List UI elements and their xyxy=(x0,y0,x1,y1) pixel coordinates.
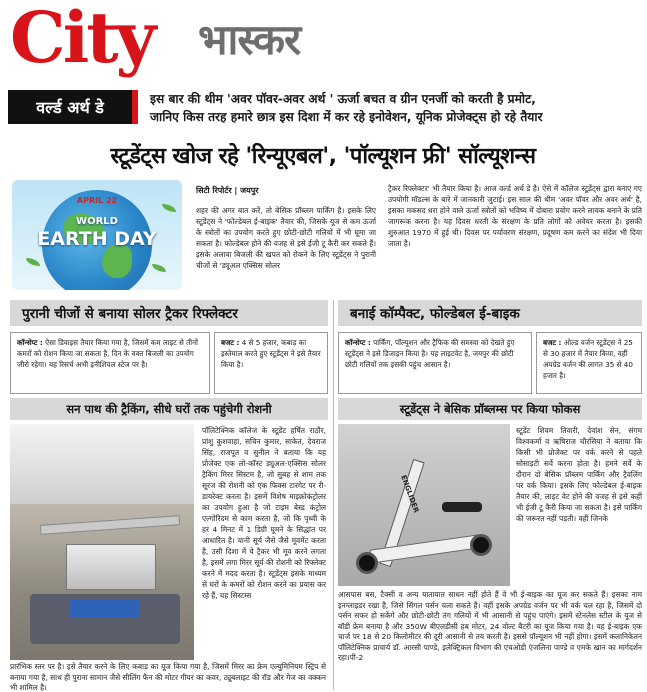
solar-concept-text: ऐसा डिवाइस तैयार किया गया है, जिसमें कम लाइट से तीनों कमरों को रोशन किया जा सकता है, दिन के वक्त बिजली का उपयोग जीरो रहेगा। यह रिसर्च अभी इनीशियल स्टेज पर है। xyxy=(17,338,198,369)
ebike-budget-text: ओल्ड वर्जन स्टूडेंट्स ने 25 से 30 हजार में तैयार किया, वहीं अपग्रेड वर्जन की लागत 35 से 40 हजार है। xyxy=(543,338,633,380)
intro-line-2: जानिए किस तरह हमारे छात्र इस दिशा में कर रहे इनोवेशन, यूनिक प्रोजेक्ट्स हो रहे तैयार xyxy=(150,110,543,124)
leaf-icon xyxy=(26,258,40,266)
ebike-concept-box xyxy=(338,332,532,394)
main-headline: स्टूडेंट्स खोज रहे 'रिन्यूएबल', 'पॉल्यूशन फ्री' सॉल्यूशन्स xyxy=(110,144,536,169)
ebike-brand-label: ENGLIDER xyxy=(399,474,421,514)
ebike-bottom-text: आसपास बस, टैक्सी व अन्य यातायात साधन नहीं होते हैं वे भी ई-बाइक का यूज कर सकते हैं। इसका नाम इनग्लाइडर रखा है, जिसे सिंगल पर्सन चला सकते हैं। वहीं इसके अपग्रेड वर्जन पर भी वर्क चल रहा है, जिसमें दो पर्सन सफर हो सकेंगे और छोटी-छोटी तंग गलियों में भी आसानी से पहुंच पाएंगे। इसमें स्टेनलेस स्टील के यूज से बॉडी फ्रेम बनाया है और 350W बीएलडीसी हब मोटर, 24 वोल्ट बैटरी का यूज किया गया है। यह ई-बाइक एक चार्ज पर 18 से 20 किलोमीटर की दूरी आसानी से तय करती है। इससे पॉल्यूशन भी नहीं होगा। इसमें कलानिकेतन पॉलिटेक्निक प्राचार्य डॉ. आरसी पाण्डे, इलेक्ट्रिकल विभाग की एचओडी एंजलिना पाण्डे व एमके खान का मार्गदर्शन रहा।पी-2 xyxy=(338,590,642,662)
solar-subhead: सन पाथ की ट्रैकिंग, सीधे घरों तक पहुंचेगी रोशनी xyxy=(10,398,328,420)
solar-section-title: पुरानी चीजों से बनाया सोलर ट्रैकर रिफ्लेक्टर xyxy=(10,300,328,326)
ebike-budget-label: बजट : xyxy=(543,338,562,347)
body-column-2: ट्रैकर रिफ्लेक्टर' भी तैयार किया है। आज वर्ल्ड अर्थ डे है। ऐसे में कॉलेज स्टूडेंट्स द्वारा बनाए गए उपयोगी मॉडल्स के बारे में जानकारी जुटाई। इस साल की थीम 'अवर पॉवर और अवर अर्थ' है, इसका मकसद धरा होने वाले ऊर्जा स्त्रोतों को भविष्य में दोबारा प्रयोग करने लायक बनाने के प्रति जागरूक करना है। यह दिवस धरती के संरक्षण के प्रति लोगों को अवेयर करता है। इसकी शुरुआत 1970 में हुई थी। दिवस पर पर्यावरण संरक्षण, प्रदूषण कम करने का संदेश भी दिया जाता है। xyxy=(388,184,642,248)
earth-day-date: APRIL 22 xyxy=(76,196,118,205)
ebike-photo xyxy=(338,424,510,586)
byline: सिटी रिपोर्टर | जयपुर xyxy=(196,186,259,195)
earth-day-title-1: WORLD xyxy=(76,216,118,227)
column-divider xyxy=(333,300,334,690)
solar-bottom-text: प्रारंभिक स्तर पर है। इसे तैयार करने के लिए कबाड़ का यूज किया गया है, जिसमें मिरर का फ्रेम एल्युमिनियम स्ट्रिप से बनाया गया है, साथ ही पुराना सामान जैसे सीलिंग फैन की मोटर गीयर का कवर, ट्यूबलाइट की रॉड और गेज का वक्कन भी शामिल है। xyxy=(10,662,326,692)
intro-line-1: इस बार की थीम 'अवर पॉवर-अवर अर्थ ' ऊर्जा बचत व ग्रीन एनर्जी को करती है प्रमोट, xyxy=(150,92,536,106)
leaf-icon xyxy=(162,204,176,212)
intro-deck xyxy=(150,90,642,126)
leaf-icon xyxy=(152,264,166,272)
solar-concept-label: कॉन्सेप्ट : xyxy=(17,338,43,347)
ebike-section-title: बनाई कॉम्पैक्ट, फोल्डेबल ई-बाइक xyxy=(338,300,642,326)
solar-body-text: पॉलिटेक्निक कॉलेज के स्टूडेंट हर्षित राठौर, प्रांशु कुशवाहा, सचिन कुमार, साकेत, देवराज सिंह, राजपूत व सुनील ने बताया कि यह प्रोजेक्ट एक लो-कॉस्ट ड्यूअल-एक्सिस सोलर ट्रैकिंग मिरर सिस्टम है, जो सुबह से शाम तक सूरज की रोशनी को एक फिक्स टारगेट पर री-डायरेक्ट करता है। इसमें विशेष माइक्रोकंट्रोलर का उपयोग हुआ है जो टाइम बेस्ड कंट्रोल एल्गोरिदम से काम करता है, जो कि पृथ्वी के हर 4 मिनट में 1 डिग्री घूमने के सिद्धांत पर आधारित है। यानी सूर्य जैसे जैसे मूवमेंट करता है, उसी दिशा में ये ट्रैकर भी मूव करने लगता है, इसमें लगा मिरर सूर्य की रोशनी को रिफ्लेक्ट करने में मदद करता है। स्टूडेंट्स इसके माध्यम से घरों के कमरों को रोशन करने का प्रयास कर रहे हैं, यह सिस्टम्स xyxy=(202,426,326,600)
ebike-budget-box xyxy=(536,332,642,394)
ebike-concept-text: पार्किंग, पॉल्यूशन और ट्रैफिक की समस्या को देखते हुए स्टूडेंट्स ने इसे डिजाइन किया है। यह लाइटवेट है, जयपुर की छोटी छोटी गलियों तक इसकी पहुंच आसान है। xyxy=(345,338,515,369)
earth-day-title-2: EARTH DAY xyxy=(37,228,157,250)
solar-budget-text: 4 से 5 हजार, कबाड़ का इस्तेमाल करते हुए स्टूडेंट्स ने इसे तैयार किया है। xyxy=(221,338,321,369)
masthead-bhaskar-logo: भास्कर xyxy=(198,15,301,64)
world-earth-day-tag: वर्ल्ड अर्थ डे xyxy=(8,90,138,124)
solar-budget-box xyxy=(214,332,328,394)
solar-budget-label: बजट : xyxy=(221,338,240,347)
solar-concept-box xyxy=(10,332,210,394)
ebike-concept-label: कॉन्सेप्ट : xyxy=(345,338,371,347)
masthead xyxy=(8,2,638,80)
masthead-city-logo: City xyxy=(10,0,154,79)
solar-tracker-photo xyxy=(10,424,194,660)
ebike-subhead: स्टूडेंट्स ने बेसिक प्रॉब्लम्स पर किया फोकस xyxy=(338,398,642,420)
ebike-body-text: स्टूडेंट शिवम तिवारी, देवांश सेन, संगम विश्वकर्मा व ऋषिराज चौरसिया ने बताया कि किसी भी प्रोजेक्ट पर वर्क करने से पहले सोसाइटी सर्वे करना होता है। हमने सर्वे के दौरान दो बेसिक प्रॉब्लम पार्किंग और ट्रैवलिंग पर वर्क किया। इसके लिए फोल्डेबल ई-बाइक तैयार की, लाइट वेट होने की वजह से इसे कहीं भी ईजी टू कैरी किया जा सकता है। इसे पार्किंग की जरूरत नहीं पड़ती। वहीं जिनके xyxy=(516,426,642,523)
earth-day-graphic xyxy=(12,180,182,290)
body-column-1: शहर की अगर बात करें, तो बेसिक प्रॉब्लम पार्किंग है। इसके लिए स्टूडेंट्स ने 'फोल्डेबल ई-बाइक' तैयार की, जिसके यूज से कम ऊर्जा के स्त्रोतों का उपयोग करते हुए छोटी-छोटी गलियों में भी घूमा जा सकता है। फोल्डेबल होने की वजह से इसे ईजी टू कैरी कर सकते हैं। इसके अलावा बिजली की खपत को रोकने के लिए स्टूडेंट्स ने पुरानी चीजों से 'ड्यूअल एक्सिस सोलर xyxy=(196,206,376,270)
